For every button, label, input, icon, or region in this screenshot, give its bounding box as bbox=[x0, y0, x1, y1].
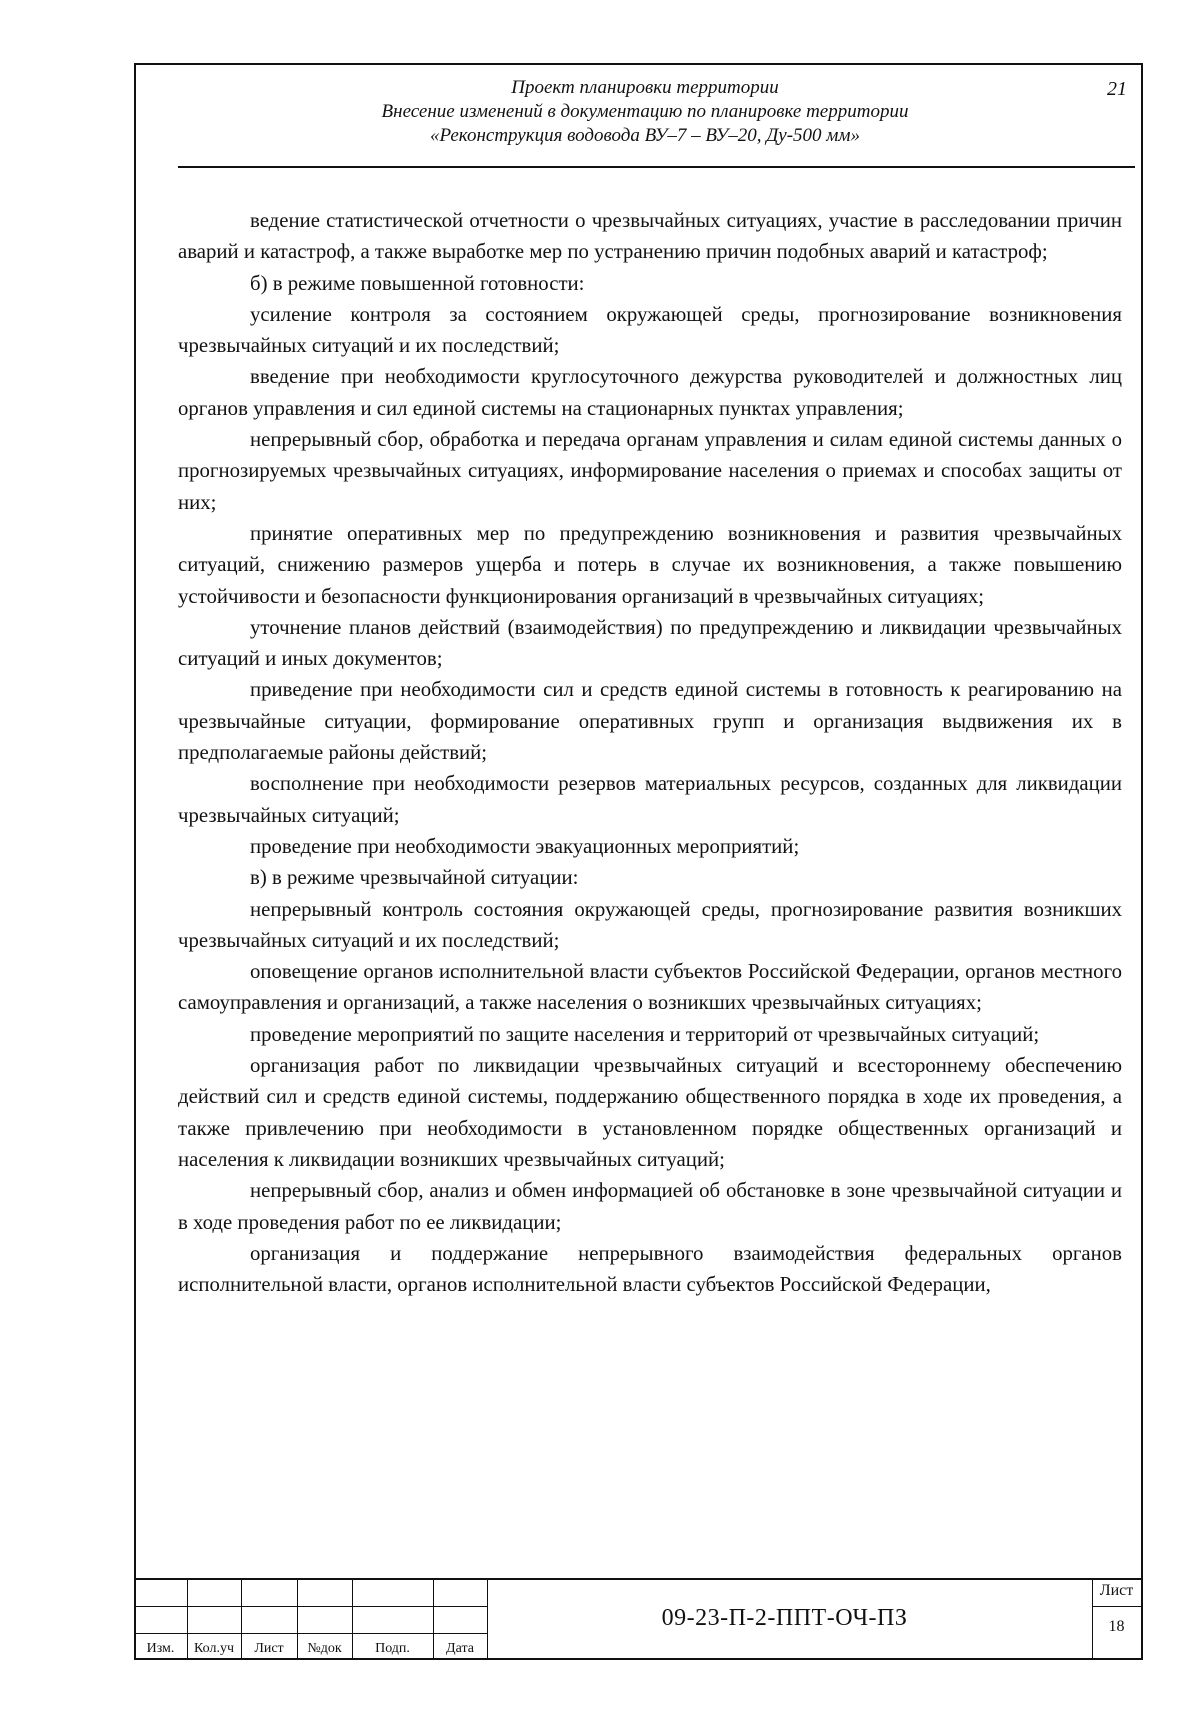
paragraph: непрерывный сбор, анализ и обмен информацией об обстановке в зоне чрезвычайной ситуации и в ходе проведения работ по ее ликвидации; bbox=[178, 1179, 1122, 1234]
header-line-1: Проект планировки территории bbox=[511, 77, 779, 98]
paragraph: б) в режиме повышенной готовности: bbox=[250, 271, 585, 295]
paragraph: принятие оперативных мер по предупреждению возникновения и развития чрезвычайных ситуаций, снижению размеров ущерба и потерь в случае их возникновения, а также повышению устойчивости и безопасности функционирования организаций в чрезвычайных ситуациях; bbox=[178, 521, 1122, 608]
stamp-col-izm: Изм. bbox=[146, 1641, 175, 1656]
paragraph: непрерывный контроль состояния окружающей среды, прогнозирование развития возникших чрезвычайных ситуаций и их последствий; bbox=[178, 897, 1122, 952]
page-number: 21 bbox=[1107, 78, 1127, 100]
stamp-col-podp: Подп. bbox=[375, 1641, 410, 1656]
paragraph: ведение статистической отчетности о чрезвычайных ситуациях, участие в расследовании причин аварий и катастроф, а также выработке мер по устранению причин подобных аварий и катастроф; bbox=[178, 209, 1122, 264]
stamp-row-line bbox=[134, 1606, 487, 1607]
paragraph: введение при необходимости круглосуточного дежурства руководителей и должностных лиц органов управления и сил единой системы на стационарных пунктах управления; bbox=[178, 365, 1122, 420]
paragraph: восполнение при необходимости резервов материальных ресурсов, созданных для ликвидации чрезвычайных ситуаций; bbox=[178, 772, 1122, 827]
header-divider bbox=[178, 166, 1135, 168]
paragraph: приведение при необходимости сил и средств единой системы в готовность к реагированию на чрезвычайные ситуации, формирование оперативных групп и организация выдвижения их в предполагаемые районы действий; bbox=[178, 678, 1122, 765]
sheet-label: Лист bbox=[1099, 1582, 1134, 1599]
stamp-col-list: Лист bbox=[254, 1641, 284, 1656]
paragraph: оповещение органов исполнительной власти субъектов Российской Федерации, органов местного самоуправления и организаций, а также населения о возникших чрезвычайных ситуациях; bbox=[178, 960, 1122, 1015]
stamp-col-data: Дата bbox=[446, 1641, 474, 1656]
paragraph: усиление контроля за состоянием окружающей среды, прогнозирование возникновения чрезвычайных ситуаций и их последствий; bbox=[178, 302, 1122, 358]
title-block bbox=[134, 1578, 1143, 1660]
paragraph: непрерывный сбор, обработка и передача органам управления и силам единой системы данных о прогнозируемых чрезвычайных ситуациях, информирование населения о приемах и способах защиты от них; bbox=[178, 428, 1122, 514]
stamp-col-ndok: №док bbox=[307, 1641, 342, 1656]
paragraph: уточнение планов действий (взаимодействия) по предупреждению и ликвидации чрезвычайных ситуаций и иных документов; bbox=[178, 615, 1122, 671]
paragraph: проведение мероприятий по защите населения и территорий от чрезвычайных ситуаций; bbox=[250, 1022, 1040, 1046]
header-line-3: «Реконструкция водовода ВУ–7 – ВУ–20, Ду-500 мм» bbox=[429, 125, 861, 146]
stamp-col-kol-uch: Кол.уч bbox=[194, 1641, 234, 1656]
paragraph: организация работ по ликвидации чрезвычайных ситуаций и всестороннему обеспечению действий сил и средств единой системы, поддержанию общественного порядка в ходе их проведения, а также привлечению при необходимости в установленном порядке общественных организаций и населения к ликвидации возникших чрезвычайных ситуаций; bbox=[178, 1054, 1122, 1171]
document-code: 09-23-П-2-ППТ-ОЧ-ПЗ bbox=[661, 1605, 908, 1631]
paragraph: в) в режиме чрезвычайной ситуации: bbox=[250, 866, 579, 890]
page-header bbox=[178, 76, 1112, 148]
sheet-number: 18 bbox=[1108, 1618, 1125, 1635]
stamp-row-line bbox=[134, 1633, 487, 1634]
header-line-2: Внесение изменений в документацию по планировке территории bbox=[381, 101, 909, 122]
paragraph: организация и поддержание непрерывного взаимодействия федеральных органов исполнительной власти, органов исполнительной власти субъектов Российской Федерации, bbox=[178, 1241, 1122, 1297]
stamp-row-line bbox=[1092, 1606, 1141, 1607]
document-body bbox=[178, 205, 1122, 1300]
paragraph: проведение при необходимости эвакуационных мероприятий; bbox=[250, 834, 800, 858]
